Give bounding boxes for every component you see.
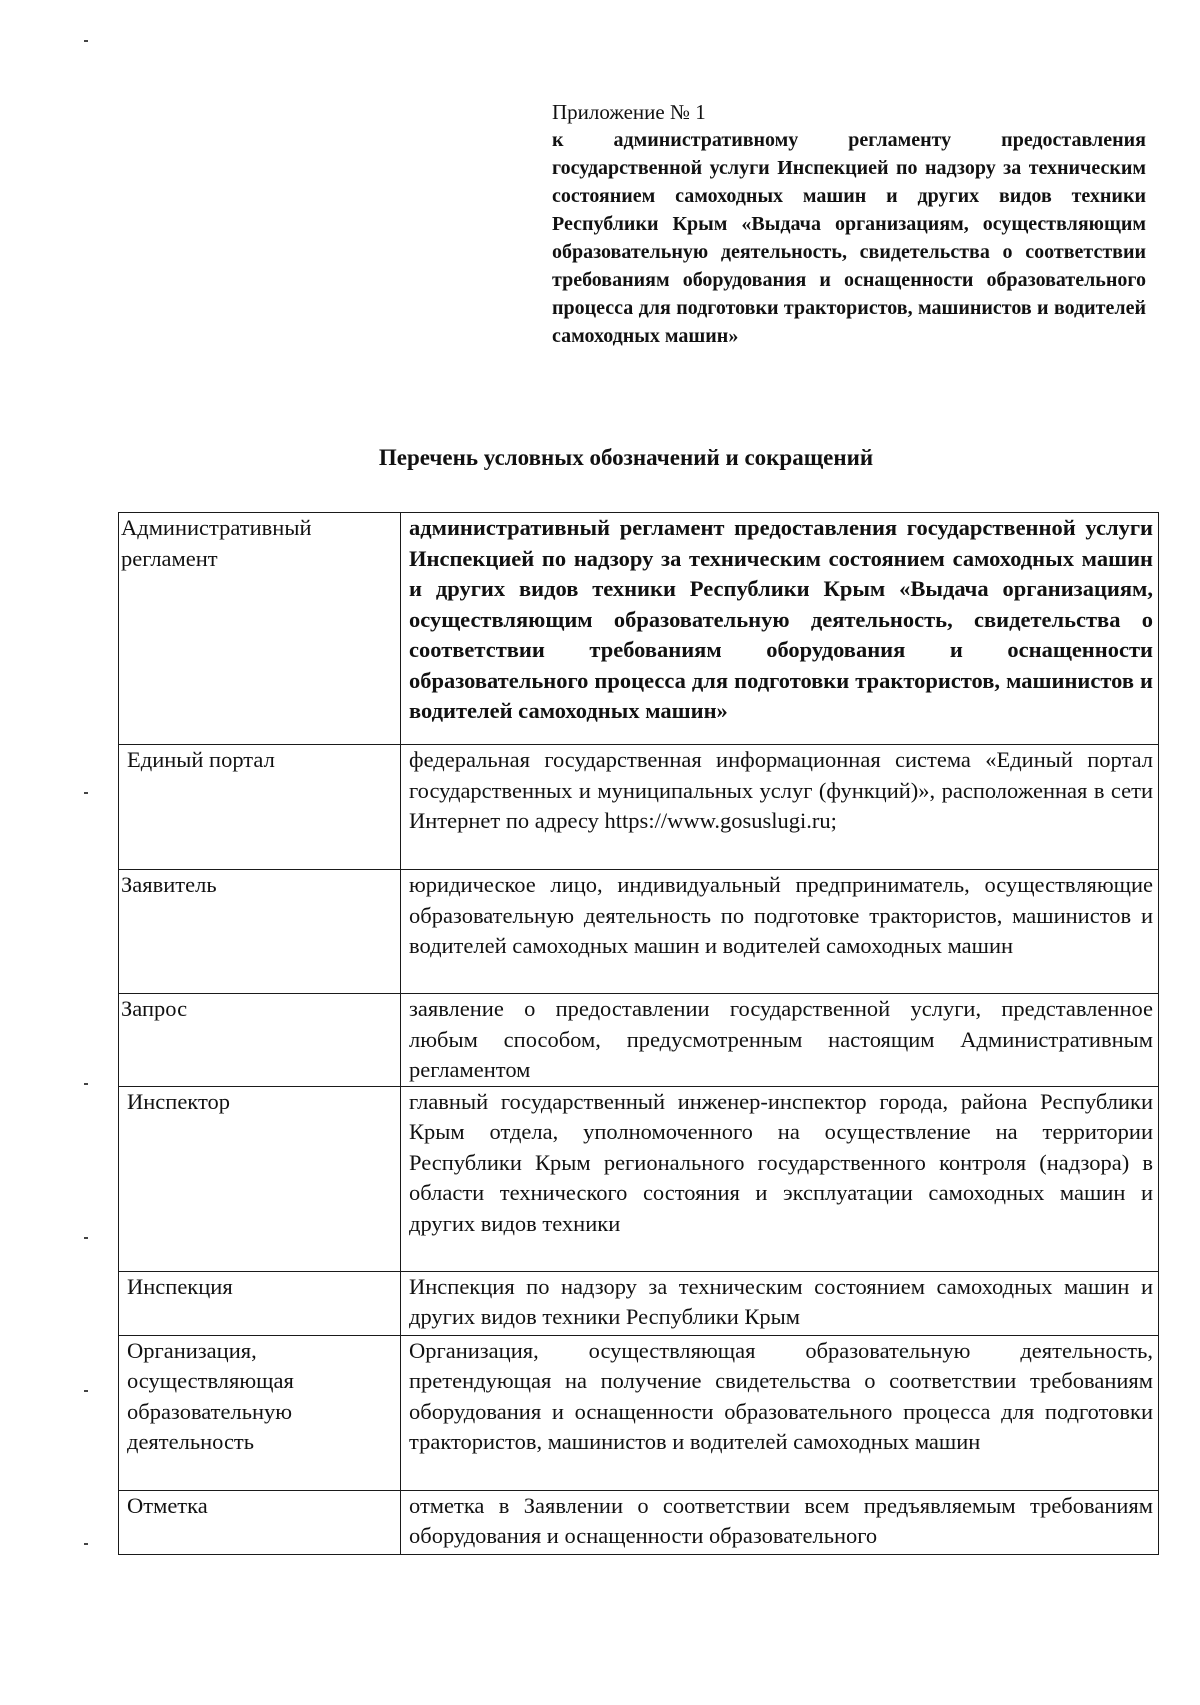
table-row: [119, 1271, 1159, 1335]
appendix-text: к административному регламенту предоставления государственной услуги Инспекцией по надзору за техническим состоянием самоходных машин и других видов техники Республики Крым «Выдача организациям, осуществляющим образовательную деятельность, свидетельства о соответствии требованиям оборудования и оснащенности образовательного процесса для подготовки трактористов, машинистов и водителей самоходных машин»: [552, 129, 1146, 347]
table-row: [119, 1490, 1159, 1554]
definition-cell: федеральная государственная информационная система «Единый портал государственных и муниципальных услуг (функций)», расположенная в сети Интернет по адресу https://www.gosuslugi.ru;: [401, 745, 1159, 870]
scan-mark: [84, 1390, 88, 1392]
table-row: [119, 994, 1159, 1087]
abbreviations-table: [118, 512, 1159, 1555]
scan-mark: [84, 1543, 88, 1545]
table-row: [119, 1335, 1159, 1490]
scan-mark: [84, 40, 88, 42]
table-row: [119, 745, 1159, 870]
scan-mark: [84, 792, 88, 794]
term-cell: Запрос: [119, 994, 401, 1087]
table-row: [119, 513, 1159, 745]
table-row: [119, 1086, 1159, 1271]
term-cell: Административный регламент: [119, 513, 401, 745]
scan-mark: [84, 1083, 88, 1085]
scan-mark: [84, 1237, 88, 1239]
document-title: Перечень условных обозначений и сокращений: [378, 445, 874, 470]
table-row: [119, 870, 1159, 994]
term-cell: Организация, осуществляющая образовательную деятельность: [119, 1335, 401, 1490]
definition-cell: административный регламент предоставления государственной услуги Инспекцией по надзору за техническим состоянием самоходных машин и других видов техники Республики Крым «Выдача организациям, осуществляющим образовательную деятельность, свидетельства о соответствии требованиям оборудования и оснащенности образовательного процесса для подготовки трактористов, машинистов и водителей самоходных машин»: [401, 513, 1159, 745]
term-cell: Инспекция: [119, 1271, 401, 1335]
term-cell: Единый портал: [119, 745, 401, 870]
definition-cell: отметка в Заявлении о соответствии всем предъявляемым требованиям оборудования и оснащенности образовательного: [401, 1490, 1159, 1554]
definition-cell: юридическое лицо, индивидуальный предприниматель, осуществляющие образовательную деятельность по подготовке трактористов, машинистов и водителей самоходных машин и водителей самоходных машин: [401, 870, 1159, 994]
definition-cell: Организация, осуществляющая образовательную деятельность, претендующая на получение свидетельства о соответствии требованиям оборудования и оснащенности образовательного процесса для подготовки трактористов, машинистов и водителей самоходных машин: [401, 1335, 1159, 1490]
definition-cell: Инспекция по надзору за техническим состоянием самоходных машин и других видов техники Республики Крым: [401, 1271, 1159, 1335]
appendix-header: [552, 98, 1146, 350]
definition-cell: главный государственный инженер-инспектор города, района Республики Крым отдела, уполномоченного на осуществление на территории Республики Крым регионального государственного контроля (надзора) в области технического состояния и эксплуатации самоходных машин и других видов техники: [401, 1086, 1159, 1271]
term-cell: Заявитель: [119, 870, 401, 994]
term-cell: Инспектор: [119, 1086, 401, 1271]
appendix-title: Приложение № 1: [552, 100, 706, 124]
definition-cell: заявление о предоставлении государственной услуги, представленное любым способом, предусмотренным настоящим Административным регламентом: [401, 994, 1159, 1087]
term-cell: Отметка: [119, 1490, 401, 1554]
